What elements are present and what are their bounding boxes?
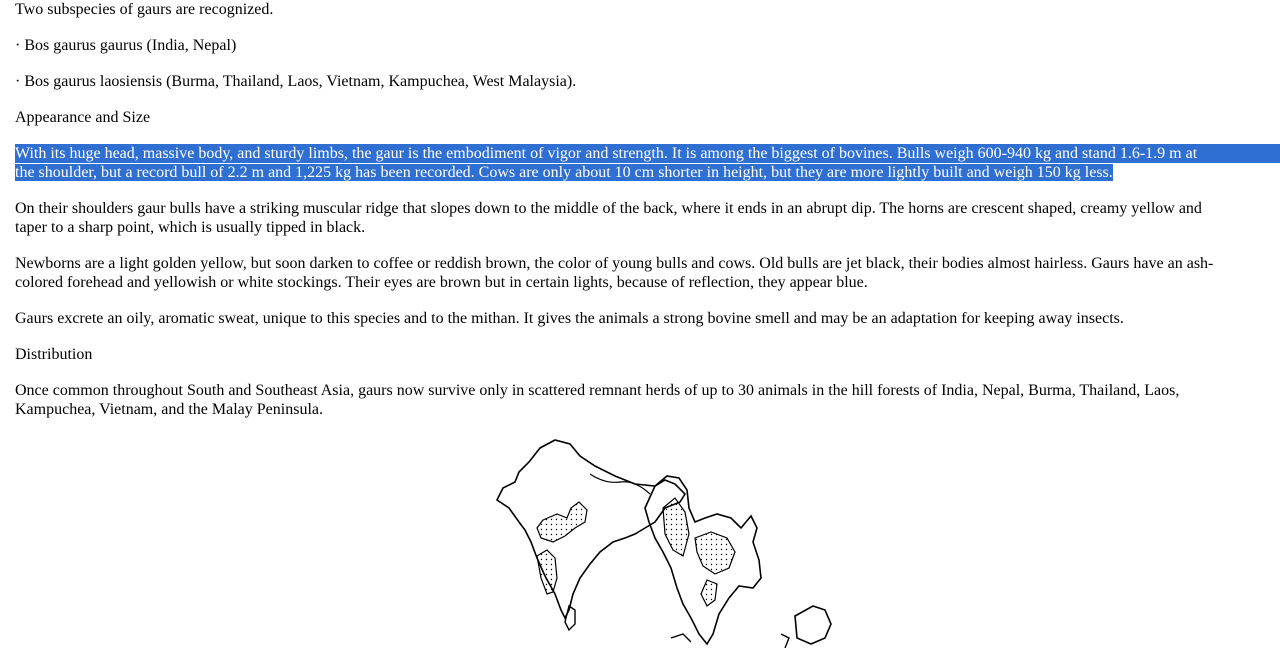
appearance-paragraph-3	[15, 254, 1280, 292]
subspecies-item-1: · Bos gaurus gaurus (India, Nepal)	[15, 37, 237, 54]
heading-distribution: Distribution	[15, 346, 93, 363]
paragraph-line: Once common throughout South and Southeast Asia, gaurs now survive only in scattered remnant herds of up to 30 animals in the hill forests of India, Nepal, Burma, Thailand, Laos,	[15, 382, 1180, 399]
paragraph-line: Newborns are a light golden yellow, but soon darken to coffee or reddish brown, the color of young bulls and cows. Old bulls are jet black, their bodies almost hairless. Gaurs have an ash-	[15, 255, 1214, 272]
heading-appearance: Appearance and Size	[15, 109, 151, 126]
paragraph-line: taper to a sharp point, which is usually tipped in black.	[15, 219, 366, 236]
selected-text-line-1[interactable]: With its huge head, massive body, and sturdy limbs, the gaur is the embodiment of vigor and strength. It is among the biggest of bovines. Bulls weigh 600-940 kg and stand 1.6-1.9 m at	[15, 144, 1280, 163]
paragraph-line: colored forehead and yellowish or white stockings. Their eyes are brown but in certain lights, because of reflection, they appear blue.	[15, 274, 868, 291]
distribution-map-image	[495, 438, 840, 648]
distribution-paragraph	[15, 381, 1280, 419]
intro-text: Two subspecies of gaurs are recognized.	[15, 1, 274, 18]
paragraph-line: On their shoulders gaur bulls have a striking muscular ridge that slopes down to the middle of the back, where it ends in an abrupt dip. The horns are crescent shaped, creamy yellow and	[15, 200, 1202, 217]
appearance-paragraph-1[interactable]	[15, 144, 1280, 182]
article-body	[15, 0, 1280, 436]
paragraph-line: Kampuchea, Vietnam, and the Malay Peninsula.	[15, 401, 323, 418]
appearance-paragraph-4: Gaurs excrete an oily, aromatic sweat, unique to this species and to the mithan. It gives the animals a strong bovine smell and may be an adaptation for keeping away insects.	[15, 310, 1124, 327]
india-outline	[497, 440, 685, 618]
subspecies-item-2: · Bos gaurus laosiensis (Burma, Thailand, Laos, Vietnam, Kampuchea, West Malaysia).	[15, 73, 577, 90]
appearance-paragraph-2	[15, 199, 1280, 237]
selected-text-line-2[interactable]: the shoulder, but a record bull of 2.2 m and 1,225 kg has been recorded. Cows are only about 10 cm shorter in height, but they are more lightly built and weigh 150 kg less.	[15, 164, 1113, 181]
